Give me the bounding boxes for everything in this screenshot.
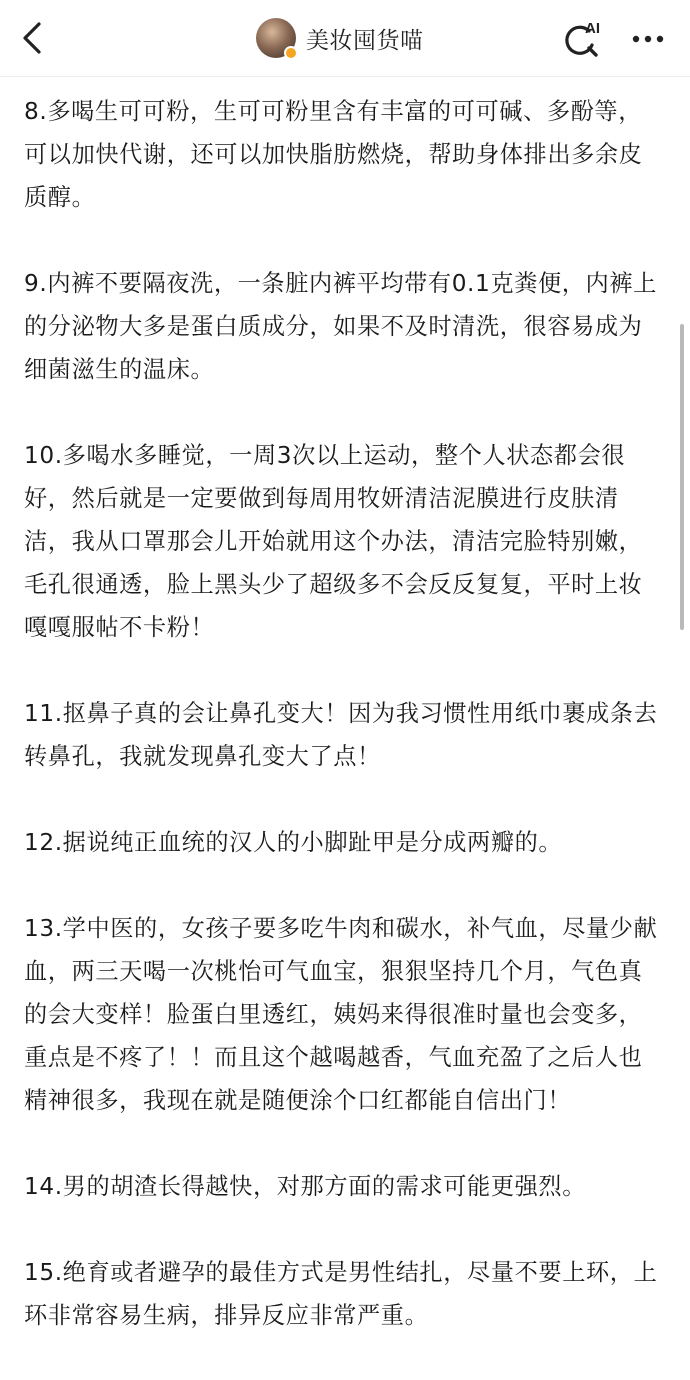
author-header[interactable] [256,16,424,60]
ai-label: AI [585,20,600,37]
article-paragraph: 8.多喝生可可粉，生可可粉里含有丰富的可可碱、多酚等，可以加快代谢，还可以加快脂肪燃烧，帮助身体排出多余皮质醇。 [24,98,643,211]
article-paragraph: 14.男的胡渣长得越快，对那方面的需求可能更强烈。 [24,1173,586,1200]
more-options-button[interactable] [626,22,670,56]
ai-search-icon [562,18,606,60]
article-paragraph: 12.据说纯正血统的汉人的小脚趾甲是分成两瓣的。 [24,829,563,856]
verified-badge-icon [284,46,298,60]
chevron-left-icon [14,18,54,58]
article-paragraph: 9.内裤不要隔夜洗，一条脏内裤平均带有0.1克粪便，内裤上的分泌物大多是蛋白质成分，如果不及时清洗，很容易成为细菌滋生的温床。 [24,270,657,383]
article-body [24,90,664,1380]
article-paragraph: 13.学中医的，女孩子要多吃牛肉和碳水，补气血，尽量少献血，两三天喝一次桃怡可气血宝，狠狠坚持几个月，气色真的会大变样！脸蛋白里透红，姨妈来得很准时量也会变多，重点是不疼了！！而且这个越喝越香，气血充盈了之后人也精神很多，我现在就是随便涂个口红都能自信出门！ [24,915,658,1114]
top-navigation-bar [0,0,690,77]
ai-search-button[interactable] [562,18,606,60]
more-dots-icon [626,22,670,56]
avatar[interactable] [256,18,296,58]
article-paragraph: 10.多喝水多睡觉，一周3次以上运动，整个人状态都会很好，然后就是一定要做到每周用牧妍清洁泥膜进行皮肤清洁，我从口罩那会儿开始就用这个办法，清洁完脸特别嫩，毛孔很通透，脸上黑头少了超级多不会反反复复，平时上妆嘎嘎服帖不卡粉！ [24,442,643,641]
scrollbar[interactable] [680,324,684,630]
article-paragraph: 11.抠鼻子真的会让鼻孔变大！因为我习惯性用纸巾裹成条去转鼻孔，我就发现鼻孔变大了点！ [24,700,658,770]
article-paragraph: 15.绝育或者避孕的最佳方式是男性结扎，尽量不要上环，上环非常容易生病，排异反应非常严重。 [24,1259,658,1329]
back-button[interactable] [14,18,54,58]
author-name[interactable]: 美妆囤货喵 [306,27,424,54]
